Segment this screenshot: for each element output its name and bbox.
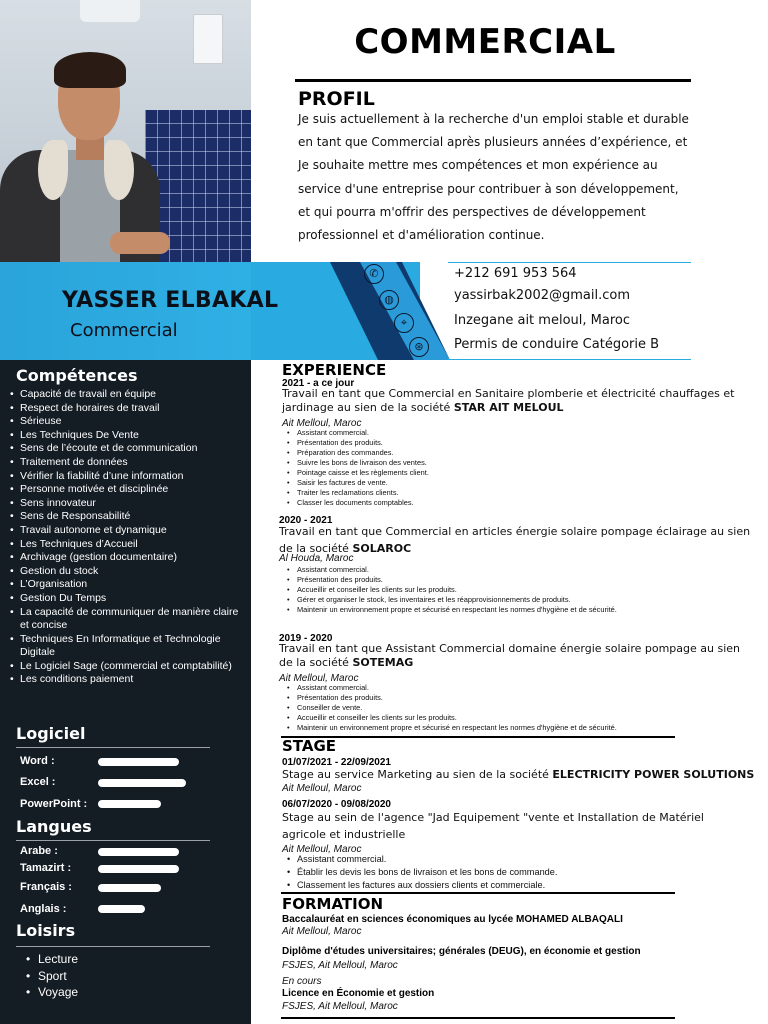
language-level-tamazirt <box>98 865 179 873</box>
education-place: Ait Melloul, Maroc <box>282 926 362 937</box>
language-label-anglais: Anglais : <box>20 903 67 915</box>
education-place: FSJES, Ait Melloul, Maroc <box>282 1001 398 1012</box>
stage-place: Ait Melloul, Maroc <box>282 844 362 855</box>
bottom-divider <box>281 1017 675 1019</box>
job-tasks <box>287 565 617 615</box>
job-title: Travail en tant que Assistant Commercial domaine énergie solaire pompage au sien de la société SOTEMAG <box>279 642 741 669</box>
stage-place: Ait Melloul, Maroc <box>282 783 362 794</box>
skill-item: • Sens de l’écoute et de communication <box>8 442 246 456</box>
task-item: • Assistant commercial. <box>287 853 557 866</box>
software-heading: Logiciel <box>16 724 86 743</box>
stage-date: 06/07/2020 - 09/08/2020 <box>282 799 391 810</box>
contact-license: Permis de conduire Catégorie B <box>454 337 660 352</box>
hobby-item: • Lecture <box>26 951 78 968</box>
language-label-arabe: Arabe : <box>20 845 58 857</box>
task-item: • Conseiller de vente. <box>287 703 617 713</box>
profil-heading: PROFIL <box>298 88 375 110</box>
hobby-item: • Voyage <box>26 984 78 1001</box>
page-title: COMMERCIAL <box>354 22 616 62</box>
skill-item: • Respect de horaires de travail <box>8 402 246 416</box>
skill-item: • Sérieuse <box>8 415 246 429</box>
software-level-excel <box>98 779 186 787</box>
skill-item: • Les Techniques d’Accueil <box>8 538 246 552</box>
task-item: • Gérer et organiser le stock, les inventaires et les réapprovisionnements de produits. <box>287 595 617 605</box>
stage-tasks <box>287 853 557 892</box>
language-label-tamazirt: Tamazirt : <box>20 862 72 874</box>
stage-date: 01/07/2021 - 22/09/2021 <box>282 757 391 768</box>
phone-icon: ✆ <box>364 264 384 284</box>
hobbies-divider <box>16 946 210 947</box>
languages-divider <box>16 840 210 841</box>
education-title: Diplôme d'études universitaires; générales (DEUG), en économie et gestion <box>282 946 641 957</box>
education-title: Baccalauréat en sciences économiques au lycée MOHAMED ALBAQALI <box>282 914 623 925</box>
task-item: • Traiter les reclamations clients. <box>287 488 429 498</box>
job-place: Al Houda, Maroc <box>279 553 354 564</box>
job-title: Travail en tant que Commercial en Sanitaire plomberie et électricité chauffages et jardinage au sien de la société STAR AIT MELOUL <box>282 387 735 414</box>
software-label-word: Word : <box>20 755 55 767</box>
task-item: • Présentation des produits. <box>287 575 617 585</box>
contact-divider-top <box>448 262 691 263</box>
software-level-powerpoint <box>98 800 161 808</box>
stage-title: Stage au service Marketing au sien de la société ELECTRICITY POWER SOLUTIONS <box>282 768 755 781</box>
education-place: FSJES, Ait Melloul, Maroc <box>282 960 398 971</box>
job-tasks <box>287 428 429 508</box>
hobby-item: • Sport <box>26 968 78 985</box>
task-item: • Présentation des produits. <box>287 438 429 448</box>
profil-text: Je suis actuellement à la recherche d'un emploi stable et durable en tant que Commercial après plusieurs années d’expérience, et Je souhaite mettre mes compétences et mon expérience au service d'une entreprise pour contribuer à son développement, et qui pourra m'offrir des perspectives de développement professionnel et d'amélioration continue. <box>298 112 689 243</box>
task-item: • Maintenir un environnement propre et sécurisé en respectant les normes d'hygiène et de sécurité. <box>287 723 617 733</box>
job-company: SOTEMAG <box>352 656 414 669</box>
job-title: Travail en tant que Commercial en articles énergie solaire pompage éclairage au sien de la société SOLAROC <box>279 525 751 555</box>
software-divider <box>16 747 210 748</box>
experience-heading: EXPERIENCE <box>282 361 387 379</box>
skills-heading: Compétences <box>16 366 138 385</box>
skill-item: • Techniques En Informatique et Technologie Digitale <box>8 633 246 660</box>
skill-item: • L’Organisation <box>8 578 246 592</box>
software-level-word <box>98 758 179 766</box>
task-item: • Maintenir un environnement propre et sécurisé en respectant les normes d'hygiène et de sécurité. <box>287 605 617 615</box>
job-date: 2021 - a ce jour <box>282 378 355 389</box>
education-status: En cours <box>282 976 322 987</box>
stage-company: ELECTRICITY POWER SOLUTIONS <box>552 768 755 781</box>
steering-wheel-icon: ⊛ <box>409 337 429 357</box>
task-item: • Établir les devis les bons de livraison et les bons de commande. <box>287 866 557 879</box>
skills-list <box>8 388 246 687</box>
task-item: • Assistant commercial. <box>287 565 617 575</box>
job-company: STAR AIT MELOUL <box>453 401 564 414</box>
stage-heading: STAGE <box>282 737 337 755</box>
education-title: Licence en Économie et gestion <box>282 988 435 999</box>
task-item: • Pointage caisse et les règlements client. <box>287 468 429 478</box>
skill-item: • Travail autonome et dynamique <box>8 524 246 538</box>
task-item: • Suivre les bons de livraison des ventes. <box>287 458 429 468</box>
skill-item: • Gestion Du Temps <box>8 592 246 606</box>
skill-item: • Sens innovateur <box>8 497 246 511</box>
job-place: Ait Melloul, Maroc <box>282 418 362 429</box>
profile-photo <box>0 0 251 265</box>
job-tasks <box>287 683 617 733</box>
hobbies-heading: Loisirs <box>16 921 76 940</box>
skill-item: • Les conditions paiement <box>8 673 246 687</box>
task-item: • Assistant commercial. <box>287 683 617 693</box>
location-pin-icon: ⌖ <box>394 313 414 333</box>
contact-divider-bottom <box>448 359 691 360</box>
task-item: • Préparation des commandes. <box>287 448 429 458</box>
title-divider <box>295 79 691 82</box>
formation-heading: FORMATION <box>282 895 384 913</box>
job-date: 2019 - 2020 <box>279 633 333 644</box>
skill-item: • Les Techniques De Vente <box>8 429 246 443</box>
software-label-excel: Excel : <box>20 776 56 788</box>
skill-item: • Archivage (gestion documentaire) <box>8 551 246 565</box>
software-label-powerpoint: PowerPoint : <box>20 798 88 810</box>
formation-divider <box>281 892 675 894</box>
skill-item: • Sens de Responsabilité <box>8 510 246 524</box>
contact-phone[interactable]: +212 691 953 564 <box>454 266 577 281</box>
language-level-anglais <box>98 905 145 913</box>
task-item: • Classement les factures aux dossiers clients et commerciale. <box>287 879 557 892</box>
language-level-francais <box>98 884 161 892</box>
task-item: • Saisir les factures de vente. <box>287 478 429 488</box>
task-item: • Classer les documents comptables. <box>287 498 429 508</box>
languages-heading: Langues <box>16 817 92 836</box>
skill-item: • La capacité de communiquer de manière claire et concise <box>8 606 246 633</box>
task-item: • Accueillir et conseiller les clients sur les produits. <box>287 585 617 595</box>
task-item: • Présentation des produits. <box>287 693 617 703</box>
job-date: 2020 - 2021 <box>279 515 333 526</box>
language-level-arabe <box>98 848 179 856</box>
contact-address: Inzegane ait meloul, Maroc <box>454 313 630 328</box>
language-label-francais: Français : <box>20 881 72 893</box>
globe-icon: ◍ <box>379 290 399 310</box>
job-company: SOLAROC <box>352 542 412 555</box>
candidate-role: Commercial <box>70 320 178 341</box>
skill-item: • Gestion du stock <box>8 565 246 579</box>
stage-title: Stage au sein de l'agence "Jad Equipement "vente et Installation de Matériel agricole et industrielle <box>282 811 704 841</box>
skill-item: • Capacité de travail en équipe <box>8 388 246 402</box>
skill-item: • Traitement de données <box>8 456 246 470</box>
task-item: • Assistant commercial. <box>287 428 429 438</box>
task-item: • Accueillir et conseiller les clients sur les produits. <box>287 713 617 723</box>
skill-item: • Personne motivée et disciplinée <box>8 483 246 497</box>
contact-email[interactable]: yassirbak2002@gmail.com <box>454 288 630 303</box>
job-place: Ait Melloul, Maroc <box>279 673 359 684</box>
skill-item: • Vérifier la fiabilité d’une information <box>8 470 246 484</box>
skill-item: • Le Logiciel Sage (commercial et comptabilité) <box>8 660 246 674</box>
candidate-name: YASSER ELBAKAL <box>62 288 279 313</box>
stage-divider <box>281 736 675 738</box>
hobbies-list <box>26 951 78 1001</box>
